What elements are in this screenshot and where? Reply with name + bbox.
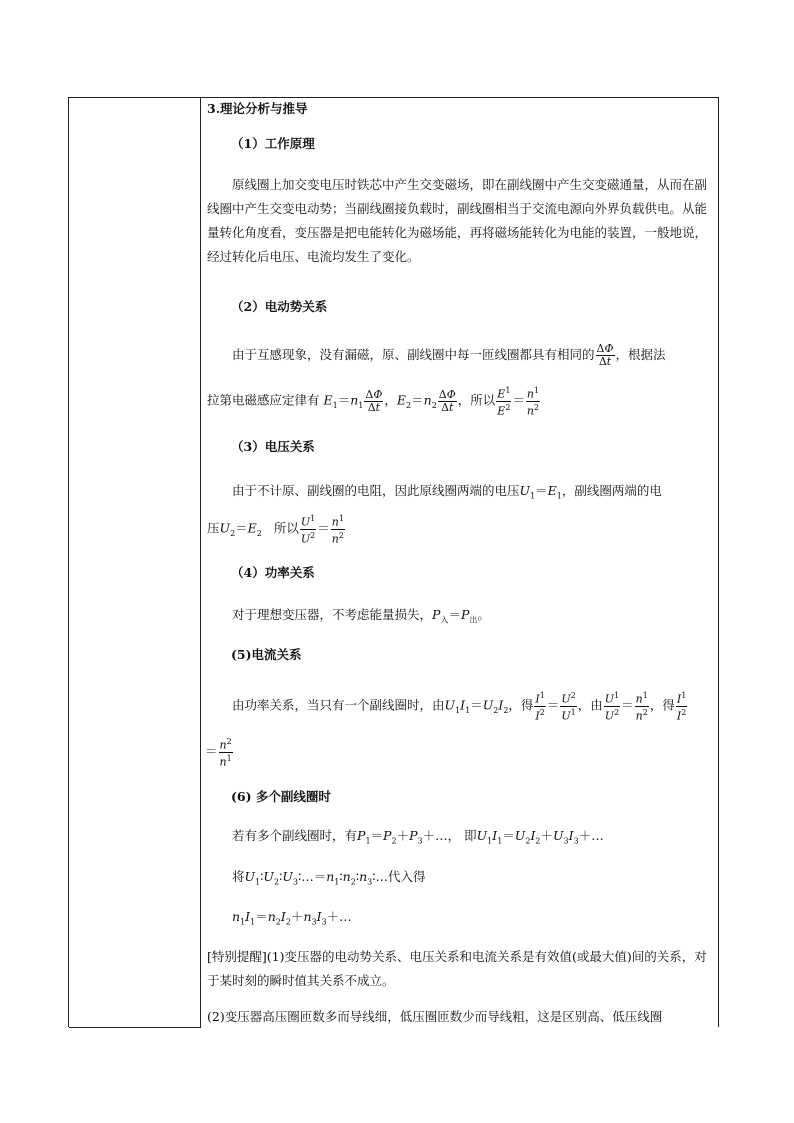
s3-line1: 由于不计原、副线圈的电阻，因此原线圈两端的电压$U_1=E_1$，副线圈两端的电	[232, 483, 662, 501]
s4-line1-text: 对于理想变压器，不考虑能量损失，	[232, 607, 433, 622]
s6-line3: $n_1I_1=n_2I_2+n_3I_3+\dots$	[232, 909, 352, 927]
s6-line2-end: 代入得	[388, 869, 426, 884]
s5-title: (5)电流关系	[231, 647, 302, 662]
s5-line1: 由功率关系，当只有一个副线圈时，由$U_1I_1=U_2I_2$，得 $\frac{I^1}{I^2}$ ＝ $\frac{U^2}{U^1}$ ，由 $\frac{U^1}{U^2}$ ＝ $\frac{n^1}{n^2}$ ，得 $\frac{I^1}{I^2}$	[232, 691, 687, 723]
table-bottom-border	[69, 1027, 201, 1028]
s6-line2-text: 将	[232, 869, 245, 884]
s6-line2: 将$U_1∶U_2∶U_3∶\dots=n_1∶n_2∶n_3∶\dots$代入得	[232, 869, 426, 887]
s6-line1: 若有多个副线圈时，有$P_1=P_2+P_3+\dots$， 即$U_1I_1=U_2I_2+U_3I_3+\dots$	[232, 828, 604, 846]
note-1: [特别提醒](1)变压器的电动势关系、电压关系和电流关系是有效值(或最大值)间的关系，对于某时刻的瞬时值其关系不成立。	[207, 949, 707, 988]
left-column	[69, 98, 201, 1027]
s3-line2: 压$U_2=E_2$ 所以 $\frac{U^1}{U^2}$ ＝ $\frac{n^1}{n^2}$	[207, 514, 344, 546]
s3-line1-end: ，副线圈两端的电	[561, 483, 662, 498]
s5-line2: ＝ $\frac{n^2}{n^1}$	[205, 737, 232, 769]
layout-table	[68, 97, 719, 1027]
s4-title: （4）功率关系	[231, 565, 315, 580]
s6-mid: ， 即	[447, 828, 477, 843]
s2-line1-end: ，根据法	[615, 347, 666, 362]
s4-line1: 对于理想变压器，不考虑能量损失，$P_入=P_出$。	[232, 607, 490, 625]
s4-end: 。	[477, 607, 490, 622]
note-2: (2)变压器高压圈匝数多而导线细，低压圈匝数少而导线粗，这是区别高、低压线圈	[207, 1009, 663, 1024]
s2-line2-text: 拉第电磁感应定律有	[207, 392, 320, 408]
s6-line1-text: 若有多个副线圈时，有	[232, 828, 358, 843]
s6-title: (6) 多个副线圈时	[231, 789, 331, 804]
flux-fraction: $\frac{\Delta\Phi}{\Delta t}$	[596, 342, 614, 368]
s3-title: （3）电压关系	[231, 439, 315, 454]
s3-line1-text: 由于不计原、副线圈的电阻，因此原线圈两端的电压	[232, 483, 520, 498]
s2-title: （2）电动势关系	[231, 299, 328, 314]
s5-line1-text: 由功率关系，当只有一个副线圈时，由	[232, 697, 445, 713]
s1-title: （1）工作原理	[231, 136, 315, 151]
s2-line1-text: 由于互感现象，没有漏磁，原、副线圈中每一匝线圈都具有相同的	[232, 347, 595, 362]
s2-line1	[232, 343, 666, 368]
s5-de2: ，得	[649, 697, 675, 713]
section-heading: 3.理论分析与推导	[207, 101, 308, 116]
s3-so: 所以	[273, 520, 299, 536]
s2-line2: 拉第电磁感应定律有 $E_1=n_1$ $\frac{\Delta\Phi}{\Delta t}$ ，$E_2=n_2$ $\frac{\Delta\Phi}{\Delta t}$ ，所以 $\frac{E^1}{E^2}$ ＝ $\frac{n^1}{n^2}$	[207, 386, 540, 418]
s2-so: ，所以	[457, 392, 496, 408]
p-in-sub: 入	[440, 615, 449, 625]
s3-line2-text: 压	[207, 520, 220, 536]
s5-you: ，由	[577, 697, 603, 713]
s1-body: 原线圈上加交变电压时铁芯中产生交变磁场，即在副线圈中产生交变磁通量，从而在副线圈中产生交变电动势；当副线圈接负载时，副线圈相当于交流电源向外界负载供电。从能量转化角度看，变压器是把电能转化为磁场能，再将磁场能转化为电能的装置，一般地说，经过转化后电压、电流均发生了变化。	[207, 177, 708, 264]
s5-de: ，得	[508, 697, 534, 713]
p-out-sub: 出	[469, 615, 478, 625]
